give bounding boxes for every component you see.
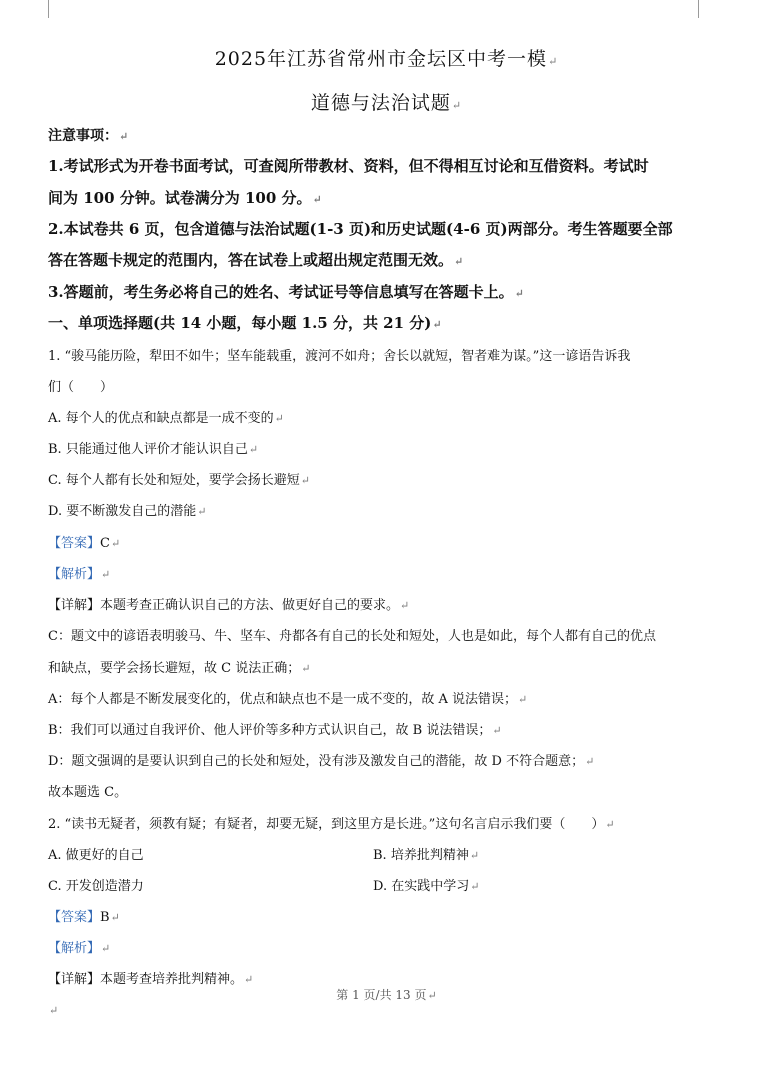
paragraph-mark-icon: ↵ bbox=[248, 443, 259, 456]
question-1-conclusion: 故本题选 C。 bbox=[48, 785, 128, 800]
paragraph-mark-icon: ↵ bbox=[605, 818, 615, 831]
analysis-tag: 【解析】 bbox=[48, 567, 101, 582]
answer-tag: 【答案】 bbox=[48, 910, 101, 925]
question-2-option-b: B. 培养批判精神↵ bbox=[373, 848, 480, 863]
paragraph-mark-icon: ↵ bbox=[492, 724, 502, 737]
question-1-option-c: C. 每个人都有长处和短处，要学会扬长避短↵ bbox=[48, 473, 310, 488]
notice-heading: 注意事项：↵ bbox=[48, 128, 129, 144]
page-footer: 第 1 页/共 13 页↵ bbox=[336, 988, 437, 1002]
paragraph-mark-icon: ↵ bbox=[274, 412, 284, 425]
question-2-detail: 【详解】本题考查培养批判精神。↵ bbox=[48, 972, 254, 987]
question-1-explain-line: B：我们可以通过自我评价、他人评价等多种方式认识自己，故 B 说法错误；↵ bbox=[48, 723, 502, 738]
paragraph-mark-icon: ↵ bbox=[454, 255, 464, 268]
paragraph-mark-icon: ↵ bbox=[244, 973, 254, 986]
paragraph-mark-icon: ↵ bbox=[451, 99, 463, 112]
paragraph-mark-icon: ↵ bbox=[300, 474, 310, 487]
empty-paragraph bbox=[48, 1003, 58, 1018]
paragraph-mark-icon: ↵ bbox=[548, 55, 559, 68]
document-subtitle: 道德与法治试题↵ bbox=[310, 92, 463, 114]
paragraph-mark-icon: ↵ bbox=[49, 1004, 59, 1017]
question-1-answer: 【答案】C↵ bbox=[48, 536, 121, 551]
paragraph-mark-icon: ↵ bbox=[400, 599, 410, 612]
answer-tag: 【答案】 bbox=[48, 536, 101, 551]
paragraph-mark-icon: ↵ bbox=[119, 130, 129, 143]
section-heading: 一、单项选择题(共 14 小题，每小题 1.5 分，共 21 分)↵ bbox=[48, 314, 442, 332]
paragraph-mark-icon: ↵ bbox=[514, 287, 524, 300]
notice-line: 3.答题前，考生务必将自己的姓名、考试证号等信息填写在答题卡上。↵ bbox=[48, 283, 524, 301]
question-1-option-b: B. 只能通过他人评价才能认识自己↵ bbox=[48, 442, 259, 457]
question-1-detail: 【详解】本题考查正确认识自己的方法、做更好自己的要求。↵ bbox=[48, 598, 410, 613]
question-1-option-a: A. 每个人的优点和缺点都是一成不变的↵ bbox=[48, 411, 284, 426]
question-1-explain-line: D：题文强调的是要认识到自己的长处和短处，没有涉及激发自己的潜能，故 D 不符合题意；↵ bbox=[48, 754, 595, 769]
question-2-analysis bbox=[48, 937, 110, 956]
question-1-stem-cont: 们（ ） bbox=[48, 380, 114, 395]
notice-line: 答在答题卡规定的范围内，答在试卷上或超出规定范围无效。↵ bbox=[48, 251, 464, 269]
notice-line: 2.本试卷共 6 页，包含道德与法治试题(1-3 页)和历史试题(4-6 页)两部分。考生答题要全部 bbox=[48, 220, 673, 238]
question-2-answer: 【答案】B↵ bbox=[48, 910, 120, 925]
paragraph-mark-icon: ↵ bbox=[197, 505, 207, 518]
paragraph-mark-icon: ↵ bbox=[110, 537, 121, 550]
question-1-option-d: D. 要不断激发自己的潜能↵ bbox=[48, 504, 207, 519]
paragraph-mark-icon: ↵ bbox=[110, 911, 120, 924]
question-2-options-row-2 bbox=[48, 875, 708, 894]
question-1-stem: 1. “骏马能历险，犁田不如牛；坚车能载重，渡河不如舟；舍长以就短，智者难为谋。”这一谚语告诉我 bbox=[48, 349, 631, 364]
question-2-options-row-1 bbox=[48, 844, 708, 863]
question-2-option-c: C. 开发创造潜力 bbox=[48, 879, 144, 894]
question-2-option-a: A. 做更好的自己 bbox=[48, 848, 144, 863]
document-title: 2025年江苏省常州市金坛区中考一模↵ bbox=[214, 48, 559, 70]
question-2-option-d: D. 在实践中学习↵ bbox=[373, 879, 480, 894]
paragraph-mark-icon: ↵ bbox=[427, 989, 437, 1002]
question-1-explain-line: C：题文中的谚语表明骏马、牛、坚车、舟都各有自己的长处和短处，人也是如此，每个人都有自己的优点 bbox=[48, 629, 656, 644]
question-1-explain-line: 和缺点，要学会扬长避短，故 C 说法正确；↵ bbox=[48, 661, 311, 676]
notice-line: 间为 100 分钟。试卷满分为 100 分。↵ bbox=[48, 189, 322, 207]
notice-line: 1.考试形式为开卷书面考试，可查阅所带教材、资料，但不得相互讨论和互借资料。考试时 bbox=[48, 157, 649, 175]
analysis-tag: 【解析】 bbox=[48, 941, 101, 956]
paragraph-mark-icon: ↵ bbox=[101, 568, 111, 581]
paragraph-mark-icon: ↵ bbox=[585, 755, 595, 768]
paragraph-mark-icon: ↵ bbox=[312, 193, 322, 206]
paragraph-mark-icon: ↵ bbox=[101, 942, 111, 955]
crop-mark-left bbox=[48, 0, 49, 18]
question-2-stem: 2. “读书无疑者，须教有疑；有疑者，却要无疑，到这里方是长进。”这句名言启示我们要（ ）↵ bbox=[48, 817, 615, 832]
paragraph-mark-icon: ↵ bbox=[432, 318, 442, 331]
question-1-analysis bbox=[48, 563, 110, 582]
crop-mark-right bbox=[698, 0, 699, 18]
paragraph-mark-icon: ↵ bbox=[301, 662, 311, 675]
paragraph-mark-icon: ↵ bbox=[518, 693, 528, 706]
paragraph-mark-icon: ↵ bbox=[469, 849, 480, 862]
paragraph-mark-icon: ↵ bbox=[470, 880, 480, 893]
question-1-explain-line: A：每个人都是不断发展变化的，优点和缺点也不是一成不变的，故 A 说法错误；↵ bbox=[48, 692, 528, 707]
